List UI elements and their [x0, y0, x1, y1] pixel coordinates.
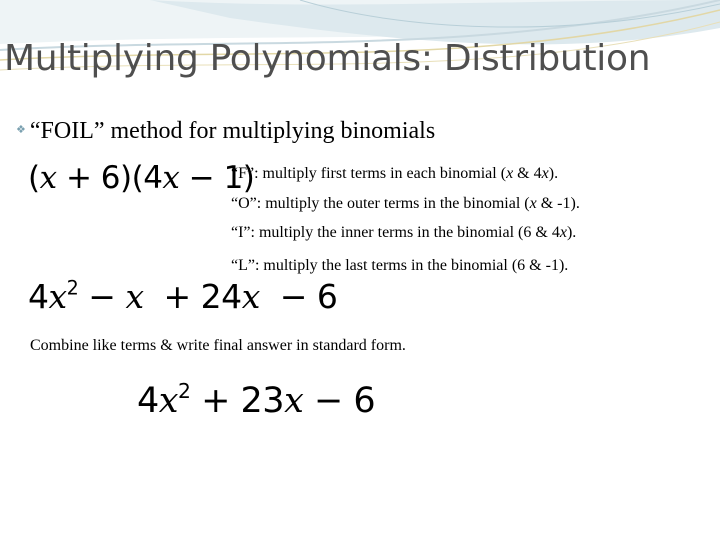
step-text: “F”: multiply first terms in each binomial (	[231, 165, 507, 182]
expr-part: − 1)	[179, 160, 255, 196]
expanded-expression	[28, 277, 337, 316]
expr-variable: x	[158, 381, 179, 421]
slide-title: Multiplying Polynomials: Distribution	[4, 38, 651, 79]
step-text: ).	[566, 224, 577, 241]
expr-variable: x	[162, 160, 180, 196]
step-text: & -1).	[536, 195, 580, 212]
step-outer	[231, 195, 580, 213]
step-variable: x	[541, 165, 549, 182]
expr-part: 4	[28, 277, 49, 316]
combine-instruction: Combine like terms & write final answer in standard form.	[30, 337, 406, 354]
binomial-product-expression	[28, 160, 254, 196]
expr-variable: x	[241, 277, 260, 316]
expr-part: 4	[137, 381, 159, 421]
expr-variable: x	[39, 160, 57, 196]
expr-variable: x	[125, 277, 144, 316]
bullet-foil	[16, 118, 435, 145]
bullet-text: “FOIL” method for multiplying binomials	[29, 118, 436, 144]
final-answer-expression	[137, 378, 376, 421]
step-last	[231, 257, 568, 275]
step-variable: x	[506, 165, 514, 182]
step-variable: x	[529, 195, 537, 212]
expr-part: + 24	[143, 277, 242, 316]
step-text: “O”: multiply the outer terms in the binomial (	[231, 195, 530, 212]
step-text: & 4	[513, 165, 542, 182]
step-text: “I”: multiply the inner terms in the binomial (6 & 4	[231, 224, 560, 241]
expr-part: + 23	[190, 381, 285, 421]
expr-part: (	[28, 160, 40, 196]
step-inner	[231, 224, 576, 242]
decorative-bullet-icon: ❖	[16, 124, 26, 136]
expr-part: −	[78, 277, 126, 316]
step-first	[231, 165, 558, 183]
expr-part: − 6	[259, 277, 338, 316]
expr-variable: x	[284, 381, 304, 421]
step-text: ).	[548, 165, 559, 182]
step-text: “L”: multiply the last terms in the binomial (6 & -1).	[231, 257, 569, 274]
expr-part: − 6	[303, 381, 376, 421]
step-variable: x	[559, 224, 567, 241]
expr-exponent: 2	[178, 378, 191, 403]
expr-variable: x	[48, 277, 67, 316]
expr-exponent: 2	[66, 276, 79, 300]
expr-part: + 6)(4	[56, 160, 163, 196]
